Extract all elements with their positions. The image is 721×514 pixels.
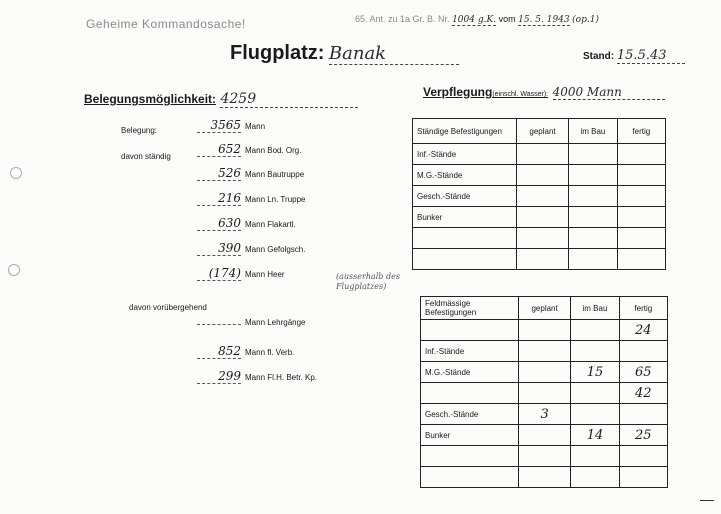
table-cell xyxy=(516,228,569,249)
table-cell xyxy=(516,186,569,207)
table-header-row xyxy=(413,119,666,144)
crew-unit: Mann Heer xyxy=(245,270,285,279)
table-cell: Inf.-Stände xyxy=(421,341,519,362)
table-header-cell: Feldmässige Befestigungen xyxy=(421,297,519,320)
secret-stamp: Geheime Kommandosache! xyxy=(86,17,246,31)
stand-date: 15.5.43 xyxy=(617,48,685,64)
table-cell xyxy=(421,467,519,488)
table-header-cell: fertig xyxy=(617,119,665,144)
supply-note: (einschl. Wasser): xyxy=(492,91,549,98)
army-note: (ausserhalb des Flugplatzes) xyxy=(336,272,400,291)
table-cell xyxy=(516,144,569,165)
supply xyxy=(423,83,665,101)
table-header-cell: Ständige Befestigungen xyxy=(413,119,517,144)
table-cell xyxy=(413,228,517,249)
crew-unit: Mann Lehrgänge xyxy=(245,318,306,327)
table-cell xyxy=(518,341,570,362)
crew-unit: Mann Gefolgsch. xyxy=(245,245,306,254)
permanent-row xyxy=(197,216,296,231)
table-cell: 14 xyxy=(571,425,619,446)
table-row xyxy=(421,362,668,383)
table-cell xyxy=(516,249,569,270)
table-row xyxy=(413,207,666,228)
crew-count: 652 xyxy=(197,142,241,157)
ref-prefix: 65. Ant. zu 1a Gr. B. Nr. xyxy=(355,14,450,24)
permanent-row xyxy=(197,266,285,281)
airfield-title xyxy=(230,42,459,65)
table-cell xyxy=(571,404,619,425)
temporary-row xyxy=(197,344,294,359)
occupancy-label: Belegung: xyxy=(121,126,158,135)
airfield-label: Flugplatz: xyxy=(230,42,325,64)
crew-count: 299 xyxy=(197,369,241,384)
table-cell xyxy=(571,320,619,341)
crew-count: 390 xyxy=(197,241,241,256)
table-row xyxy=(421,341,668,362)
crew-unit: Mann Bod. Org. xyxy=(245,146,302,155)
permanent-row xyxy=(197,241,305,256)
permanent-fortifications-table xyxy=(412,118,666,270)
crew-count: 630 xyxy=(197,216,241,231)
table-cell: Gesch.-Stände xyxy=(421,404,519,425)
table-cell xyxy=(571,467,619,488)
crew-unit: Mann fl. Verb. xyxy=(245,348,295,357)
table-cell: Bunker xyxy=(421,425,519,446)
capacity-value: 4259 xyxy=(220,91,358,108)
table-cell xyxy=(617,207,665,228)
table-cell xyxy=(518,467,570,488)
table-header-cell: geplant xyxy=(518,297,570,320)
table-cell: 65 xyxy=(619,362,667,383)
table-header-row xyxy=(421,297,668,320)
table-cell xyxy=(571,341,619,362)
permanent-label: davon ständig xyxy=(121,152,171,161)
occupancy-total xyxy=(197,118,265,133)
occupancy-total-unit: Mann xyxy=(245,122,266,131)
ref-date: 15. 5. 1943 xyxy=(518,15,570,25)
crew-unit: Mann Ln. Truppe xyxy=(245,195,306,204)
table-cell xyxy=(516,165,569,186)
table-cell xyxy=(617,186,665,207)
table-cell xyxy=(569,249,617,270)
table-row xyxy=(413,249,666,270)
crew-count xyxy=(197,324,241,325)
table-cell xyxy=(619,467,667,488)
table-cell xyxy=(516,207,569,228)
airfield-name: Banak xyxy=(329,43,459,65)
table-row xyxy=(413,165,666,186)
table-cell xyxy=(518,383,570,404)
table-cell: 24 xyxy=(619,320,667,341)
table-cell: M.G.-Stände xyxy=(421,362,519,383)
table-cell xyxy=(569,207,617,228)
table-cell: 15 xyxy=(571,362,619,383)
temporary-row xyxy=(197,318,306,327)
table-cell xyxy=(421,383,519,404)
table-cell: 25 xyxy=(619,425,667,446)
stand xyxy=(583,48,685,64)
table-row xyxy=(421,320,668,341)
capacity-label: Belegungsmöglichkeit: xyxy=(84,92,217,106)
table-cell xyxy=(571,383,619,404)
table-row xyxy=(413,144,666,165)
table-cell xyxy=(569,186,617,207)
crew-count: 216 xyxy=(197,191,241,206)
table-row xyxy=(421,383,668,404)
table-header-cell: fertig xyxy=(619,297,667,320)
crew-unit: Mann Bautruppe xyxy=(245,170,305,179)
crew-count: 526 xyxy=(197,166,241,181)
stand-label: Stand: xyxy=(583,51,615,62)
temporary-row xyxy=(197,369,317,384)
table-cell: Gesch.-Stände xyxy=(413,186,517,207)
field-fortifications-table xyxy=(420,296,668,488)
table-cell xyxy=(617,144,665,165)
crew-unit: Mann Fl.H. Betr. Kp. xyxy=(245,373,318,382)
table-cell: M.G.-Stände xyxy=(413,165,517,186)
table-row xyxy=(421,467,668,488)
table-row xyxy=(421,446,668,467)
crew-count: (174) xyxy=(197,266,241,281)
edge-mark xyxy=(700,500,714,501)
table-header-cell: im Bau xyxy=(571,297,619,320)
table-cell xyxy=(421,320,519,341)
table-cell: Bunker xyxy=(413,207,517,228)
supply-value: 4000 Mann xyxy=(553,85,665,100)
table-cell xyxy=(518,362,570,383)
table-cell xyxy=(617,228,665,249)
table-cell xyxy=(619,404,667,425)
permanent-row xyxy=(197,166,304,181)
punch-hole xyxy=(8,264,20,276)
table-cell xyxy=(619,341,667,362)
table-cell xyxy=(617,249,665,270)
table-cell xyxy=(518,320,570,341)
table-cell: Inf.-Stände xyxy=(413,144,517,165)
table-cell: 3 xyxy=(518,404,570,425)
table-cell xyxy=(571,446,619,467)
table-cell xyxy=(619,446,667,467)
table-row xyxy=(421,425,668,446)
table-cell xyxy=(617,165,665,186)
table-row xyxy=(413,228,666,249)
table-cell xyxy=(569,165,617,186)
reference-line xyxy=(355,14,599,26)
ref-vom-label: vom xyxy=(498,14,516,24)
crew-unit: Mann Flakartl. xyxy=(245,220,296,229)
table-cell xyxy=(421,446,519,467)
table-header-cell: geplant xyxy=(516,119,569,144)
temporary-label: davon vorübergehend xyxy=(129,303,207,312)
table-row xyxy=(421,404,668,425)
table-row xyxy=(413,186,666,207)
permanent-row xyxy=(197,142,301,157)
table-header-cell: im Bau xyxy=(569,119,617,144)
ref-number: 1004 g.K. xyxy=(452,15,497,25)
table-cell xyxy=(518,425,570,446)
table-cell: 42 xyxy=(619,383,667,404)
table-cell xyxy=(518,446,570,467)
punch-hole xyxy=(10,167,22,179)
capacity xyxy=(84,90,358,108)
table-cell xyxy=(569,144,617,165)
table-cell xyxy=(569,228,617,249)
table-cell xyxy=(413,249,517,270)
supply-label: Verpflegung xyxy=(423,85,493,99)
ref-suffix: (op.1) xyxy=(572,15,599,25)
occupancy-total-count: 3565 xyxy=(197,118,241,133)
permanent-row xyxy=(197,191,305,206)
crew-count: 852 xyxy=(197,344,241,359)
